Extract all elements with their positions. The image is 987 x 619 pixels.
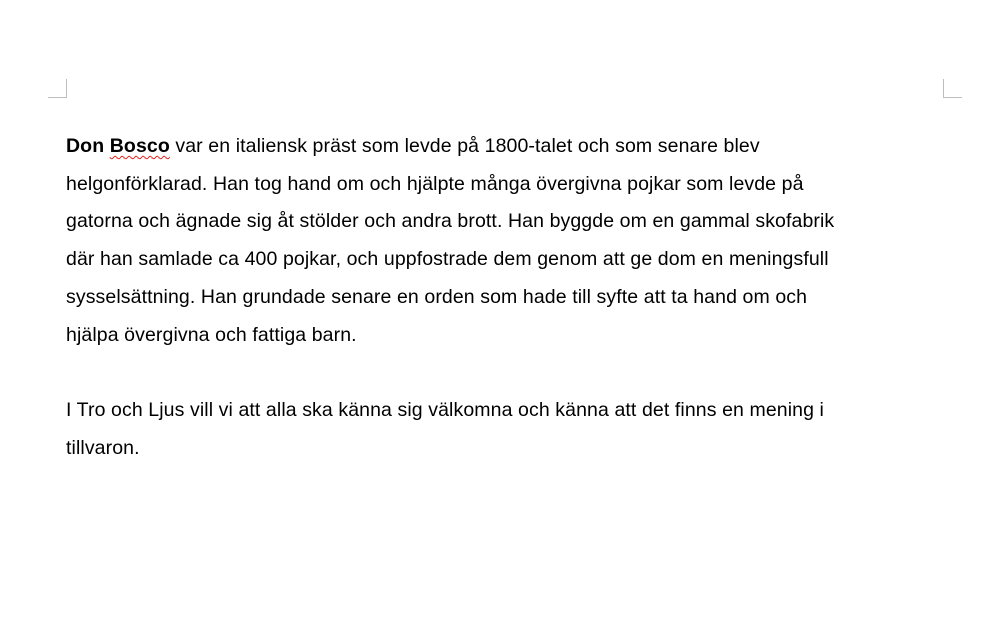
paragraph-2-line-2: tillvaron.: [66, 436, 140, 459]
bold-name-first: Don: [66, 135, 105, 157]
paragraph-1-line-4: där han samlade ca 400 pojkar, och uppfostrade dem genom att ge dom en meningsfull: [66, 248, 829, 271]
paragraph-1[interactable]: [66, 128, 946, 354]
paragraph-1-line-2: helgonförklarad. Han tog hand om och hjälpte många övergivna pojkar som levde på: [66, 172, 804, 195]
top-left-margin-marker: [48, 79, 67, 98]
paragraph-1-line-3: gatorna och ägnade sig åt stölder och andra brott. Han byggde om en gammal skofabrik: [66, 210, 835, 233]
top-right-margin-marker: [943, 79, 962, 98]
paragraph-2[interactable]: [66, 392, 946, 467]
paragraph-1-line-6: hjälpa övergivna och fattiga barn.: [66, 323, 357, 346]
bold-name-second-spellcheck[interactable]: Bosco: [109, 135, 170, 157]
paragraph-1-line-1: var en italiensk präst som levde på 1800-talet och som senare blev: [169, 135, 760, 157]
paragraph-1-line-5: sysselsättning. Han grundade senare en orden som hade till syfte att ta hand om och: [66, 285, 808, 308]
paragraph-2-line-1: I Tro och Ljus vill vi att alla ska känna sig välkomna och känna att det finns en mening i: [66, 398, 824, 421]
document-body[interactable]: [66, 128, 946, 467]
